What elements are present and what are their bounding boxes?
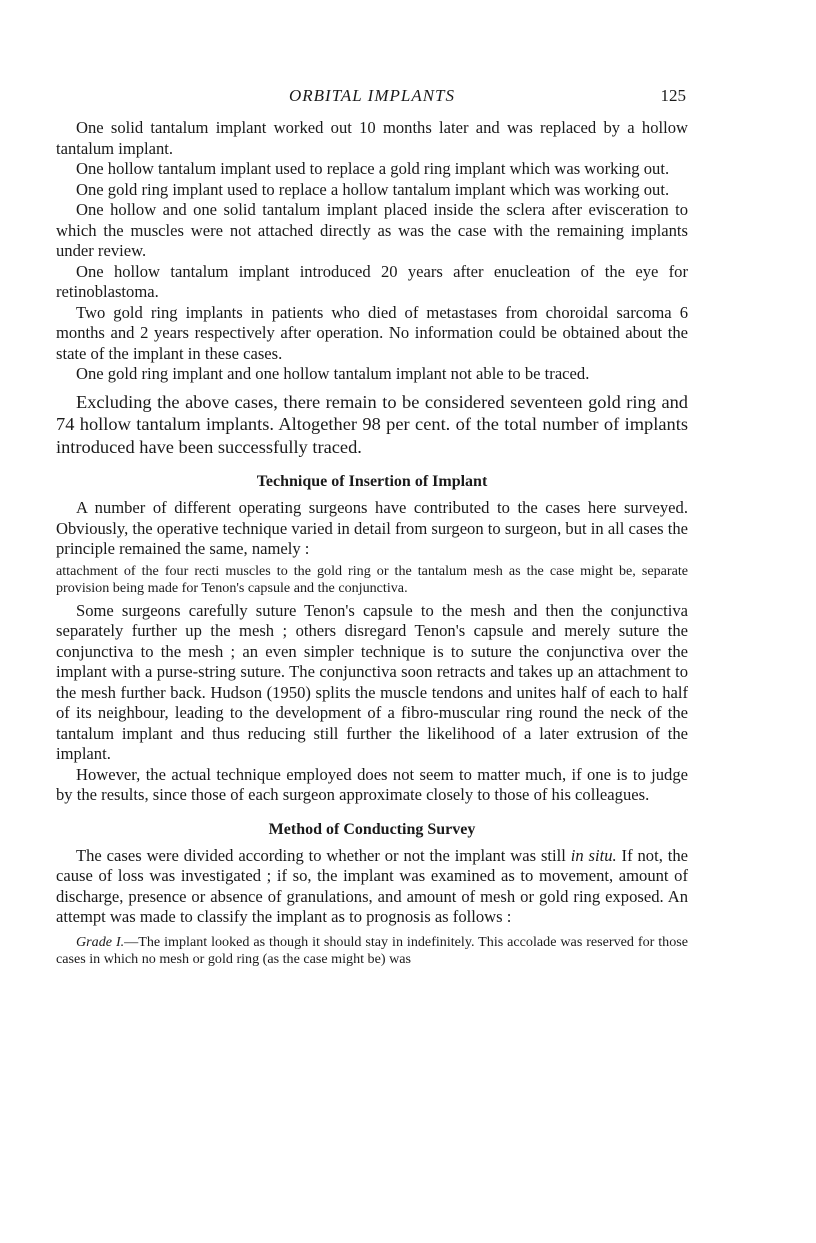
technique-principle: attachment of the four recti muscles to the gold ring or the tantalum mesh as the case might be, separate provision being made for Tenon's capsule and the conjunctiva. bbox=[56, 562, 688, 596]
technique-paragraph: Some surgeons carefully suture Tenon's capsule to the mesh and then the conjunctiva separately further up the mesh ; others disregard Tenon's capsule and merely suture the conjunctiva to the mesh ; an even simpler technique is to suture the conjunctiva over the implant with a purse-string suture. The conjunctiva soon retracts and takes up an attachment to the mesh further back. Hudson (1950) splits the muscle tendons and unites half of each to half of its neighbour, leading to the development of a fibro-muscular ring round the neck of the tantalum implant and thus reducing still further the likelihood of a later extrusion of the implant. bbox=[56, 600, 688, 763]
list-paragraph: One hollow tantalum implant introduced 20 years after enucleation of the eye for retinoblastoma. bbox=[56, 261, 688, 301]
survey-text: The cases were divided according to whether or not the implant was still bbox=[76, 845, 571, 865]
list-paragraph: One gold ring implant used to replace a hollow tantalum implant which was working out. bbox=[76, 179, 670, 199]
summary-paragraph: Excluding the above cases, there remain to be considered seventeen gold ring and 74 hollow tantalum implants. Altogether 98 per cent. of the total number of implants introduced have been successfully traced. bbox=[56, 391, 688, 457]
list-paragraph: One solid tantalum implant worked out 10 months later and was replaced by a hollow tantalum implant. bbox=[56, 118, 688, 158]
running-title: ORBITAL IMPLANTS bbox=[288, 86, 456, 105]
section-heading-technique: Technique of Insertion of Implant bbox=[256, 473, 488, 490]
section-heading-survey: Method of Conducting Survey bbox=[268, 820, 476, 838]
grade-paragraph bbox=[56, 934, 688, 969]
list-paragraph: One hollow tantalum implant used to replace a gold ring implant which was working out. bbox=[76, 159, 670, 178]
technique-intro-paragraph: A number of different operating surgeons have contributed to the cases here surveyed. Obviously, the operative technique varied in detail from surgeon to surgeon, but in all cases the principle remained the same, namely : bbox=[56, 498, 688, 558]
survey-text: If not, the cause of loss was investigated ; if so, the implant was examined as to movement, amount of discharge, presence or absence of granulations, and amount of mesh or gold ring exposed. An attempt was made to classify the implant as to prognosis as follows : bbox=[56, 845, 688, 926]
survey-italic-term: in situ. bbox=[570, 845, 617, 865]
grade-label: Grade I. bbox=[76, 933, 125, 950]
page-body bbox=[56, 118, 688, 969]
list-paragraph: One hollow and one solid tantalum implant placed inside the sclera after evisceration to which the muscles were not attached directly as was the case with the remaining implants under review. bbox=[56, 200, 688, 260]
grade-text: —The implant looked as though it should stay in indefinitely. This accolade was reserved for those cases in which no mesh or gold ring (as the case might be) was bbox=[56, 933, 688, 967]
technique-paragraph: However, the actual technique employed does not seem to matter much, if one is to judge by the results, since those of each surgeon approximate closely to those of his colleagues. bbox=[56, 764, 688, 804]
list-paragraph: One gold ring implant and one hollow tantalum implant not able to be traced. bbox=[76, 364, 590, 383]
running-head bbox=[56, 82, 688, 108]
list-paragraph: Two gold ring implants in patients who died of metastases from choroidal sarcoma 6 months and 2 years respectively after operation. No information could be obtained about the state of the implant in these cases. bbox=[56, 302, 688, 363]
page-number: 125 bbox=[660, 86, 686, 105]
survey-paragraph bbox=[56, 846, 688, 928]
